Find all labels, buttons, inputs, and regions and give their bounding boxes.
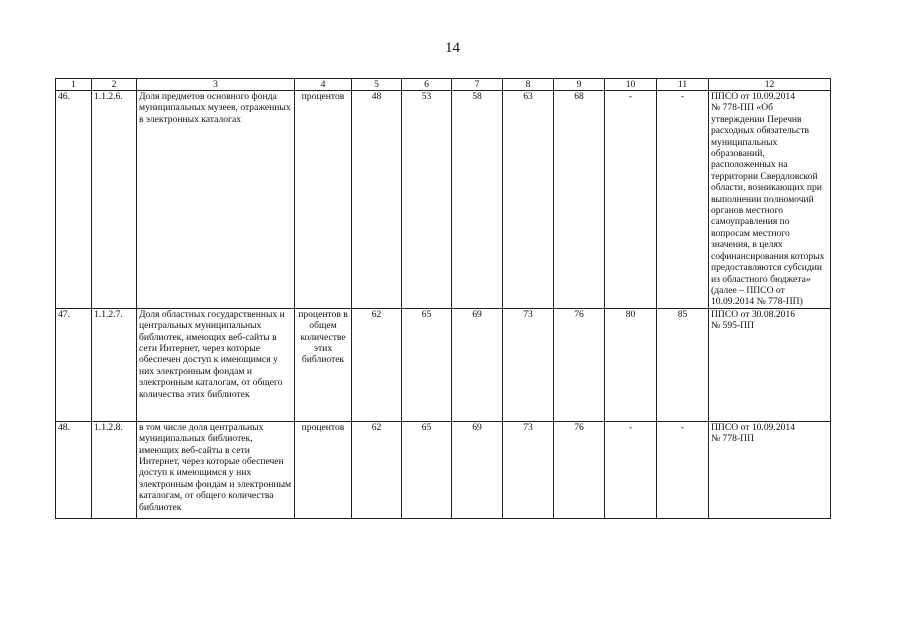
value-col7: 69 <box>452 308 503 421</box>
row-number: 47. <box>56 308 92 421</box>
value-col5: 62 <box>352 421 402 518</box>
column-header: 10 <box>605 79 657 91</box>
column-header: 7 <box>452 79 503 91</box>
column-header: 4 <box>295 79 352 91</box>
value-col10: - <box>605 91 657 309</box>
column-header: 6 <box>402 79 452 91</box>
value-col6: 65 <box>402 308 452 421</box>
value-col11: 85 <box>657 308 709 421</box>
unit-of-measure: процентов <box>295 421 352 518</box>
indicators-table <box>55 78 831 519</box>
column-header: 3 <box>137 79 295 91</box>
column-header: 1 <box>56 79 92 91</box>
value-col9: 76 <box>554 421 605 518</box>
table-row <box>56 421 831 518</box>
value-col6: 53 <box>402 91 452 309</box>
value-col5: 48 <box>352 91 402 309</box>
column-header: 8 <box>503 79 554 91</box>
indicator-name: в том числе доля центральных муниципальных библиотек, имеющих веб-сайты в сети Интернет, через которые обеспечен доступ к имеющимся у них электронным фондам и электронным каталогам, от общего количества библиотек <box>137 421 295 518</box>
row-number: 46. <box>56 91 92 309</box>
value-col9: 68 <box>554 91 605 309</box>
value-col8: 63 <box>503 91 554 309</box>
indicator-code: 1.1.2.6. <box>92 91 137 309</box>
value-col7: 58 <box>452 91 503 309</box>
table-row <box>56 91 831 309</box>
table-header-row <box>56 79 831 91</box>
value-col8: 73 <box>503 308 554 421</box>
value-col9: 76 <box>554 308 605 421</box>
source-document: ППСО от 10.09.2014 № 778-ПП «Об утверждении Перечня расходных обязательств муниципальных образований, расположенных на территории Свердловской области, возникающих при выполнении полномочий органов местного самоуправления по вопросам местного значения, в целях софинансирования которых предоставляются субсидии из областного бюджета» (далее – ППСО от 10.09.2014 № 778-ПП) <box>709 91 831 309</box>
indicator-code: 1.1.2.7. <box>92 308 137 421</box>
value-col11: - <box>657 421 709 518</box>
column-header: 5 <box>352 79 402 91</box>
value-col6: 65 <box>402 421 452 518</box>
value-col11: - <box>657 91 709 309</box>
column-header: 9 <box>554 79 605 91</box>
column-header: 11 <box>657 79 709 91</box>
value-col10: - <box>605 421 657 518</box>
row-number: 48. <box>56 421 92 518</box>
unit-of-measure: процентов в общем количестве этих библиотек <box>295 308 352 421</box>
unit-of-measure: процентов <box>295 91 352 309</box>
value-col5: 62 <box>352 308 402 421</box>
column-header: 12 <box>709 79 831 91</box>
table-row <box>56 308 831 421</box>
value-col7: 69 <box>452 421 503 518</box>
indicator-name: Доля предметов основного фонда муниципальных музеев, отраженных в электронных каталогах <box>137 91 295 309</box>
source-document: ППСО от 10.09.2014 № 778-ПП <box>709 421 831 518</box>
indicator-name: Доля областных государственных и центральных муниципальных библиотек, имеющих веб-сайты в сети Интернет, через которые обеспечен доступ к имеющимся у них электронным фондам и электронным каталогам, от общего количества этих библиотек <box>137 308 295 421</box>
value-col10: 80 <box>605 308 657 421</box>
source-document: ППСО от 30.08.2016 № 595-ПП <box>709 308 831 421</box>
column-header: 2 <box>92 79 137 91</box>
indicator-code: 1.1.2.8. <box>92 421 137 518</box>
value-col8: 73 <box>503 421 554 518</box>
page-number: 14 <box>445 40 460 56</box>
